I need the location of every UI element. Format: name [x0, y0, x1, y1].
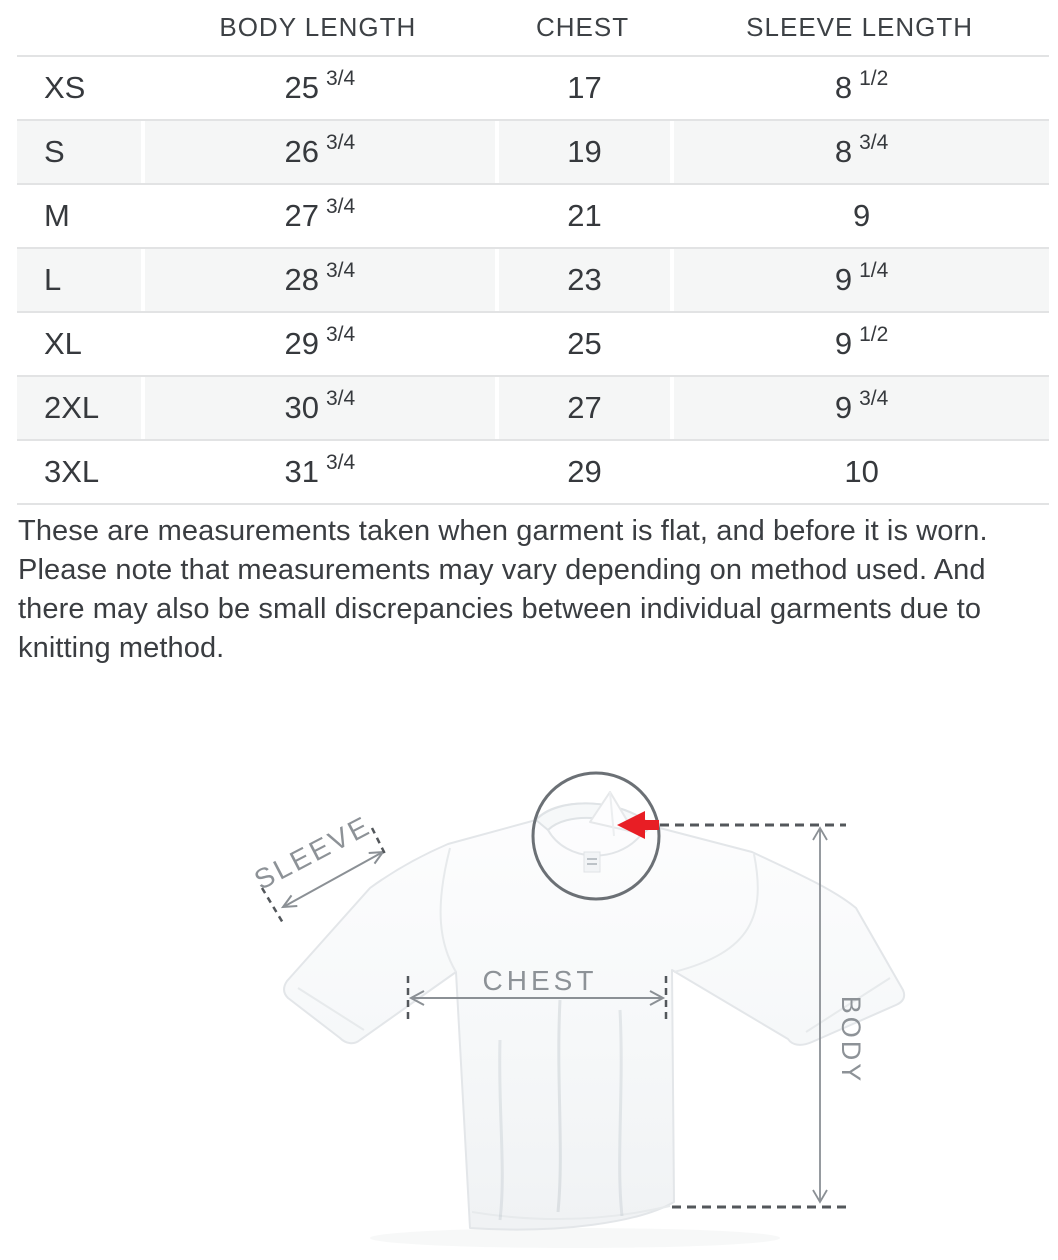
measurement-note: These are measurements taken when garment is flat, and before it is worn. Please note that measurements may vary depending on method used. And there may also be small discrepancies between individual garments due to knitting method.: [18, 515, 988, 664]
cell-body-length: 27 3/4: [141, 185, 495, 247]
cell-sleeve-length: 8 1/2: [670, 57, 1049, 119]
cell-size: M: [44, 198, 70, 233]
cell-body-length: 29 3/4: [141, 313, 495, 375]
table-header-row: [17, 0, 1049, 55]
cell-chest: 25: [495, 313, 670, 375]
cell-size: S: [44, 134, 65, 169]
cell-sleeve-length: 9 3/4: [670, 377, 1049, 439]
size-chart-table: [17, 0, 1049, 505]
cell-chest: 23: [495, 249, 670, 311]
cell-size: XS: [44, 70, 86, 105]
measurement-diagram: [0, 740, 1058, 1260]
cell-chest: 27: [495, 377, 670, 439]
cell-sleeve-length: 9 1/4: [670, 249, 1049, 311]
collar-tag: [584, 852, 600, 872]
cell-chest: 21: [495, 185, 670, 247]
table-row: [17, 55, 1049, 119]
table-row: [17, 439, 1049, 503]
body-length-header: BODY LENGTH: [219, 12, 417, 42]
cell-chest: 29: [495, 441, 670, 503]
table-row: [17, 375, 1049, 439]
sleeve-label: SLEEVE: [249, 809, 377, 896]
table-row: [17, 247, 1049, 311]
cell-size: L: [44, 262, 62, 297]
cell-body-length: 31 3/4: [141, 441, 495, 503]
cell-sleeve-length: 8 3/4: [670, 121, 1049, 183]
cell-body-length: 25 3/4: [141, 57, 495, 119]
cell-body-length: 28 3/4: [141, 249, 495, 311]
sleeve-length-header: SLEEVE LENGTH: [746, 12, 974, 42]
cell-body-length: 30 3/4: [141, 377, 495, 439]
cell-size: 3XL: [44, 454, 100, 489]
cell-sleeve-length: 9 1/2: [670, 313, 1049, 375]
chest-label: CHEST: [482, 965, 598, 996]
cell-sleeve-length: 10: [670, 441, 1049, 503]
cell-chest: 17: [495, 57, 670, 119]
cell-chest: 19: [495, 121, 670, 183]
table-row: [17, 183, 1049, 247]
size-column-header: [17, 0, 141, 55]
shirt-shadow: [370, 1228, 780, 1248]
body-label: BODY: [836, 995, 866, 1085]
table-row: [17, 311, 1049, 375]
cell-size: 2XL: [44, 390, 100, 425]
table-row: [17, 119, 1049, 183]
cell-sleeve-length: 9: [670, 185, 1049, 247]
cell-size: XL: [44, 326, 82, 361]
chest-header: CHEST: [535, 12, 630, 42]
cell-body-length: 26 3/4: [141, 121, 495, 183]
